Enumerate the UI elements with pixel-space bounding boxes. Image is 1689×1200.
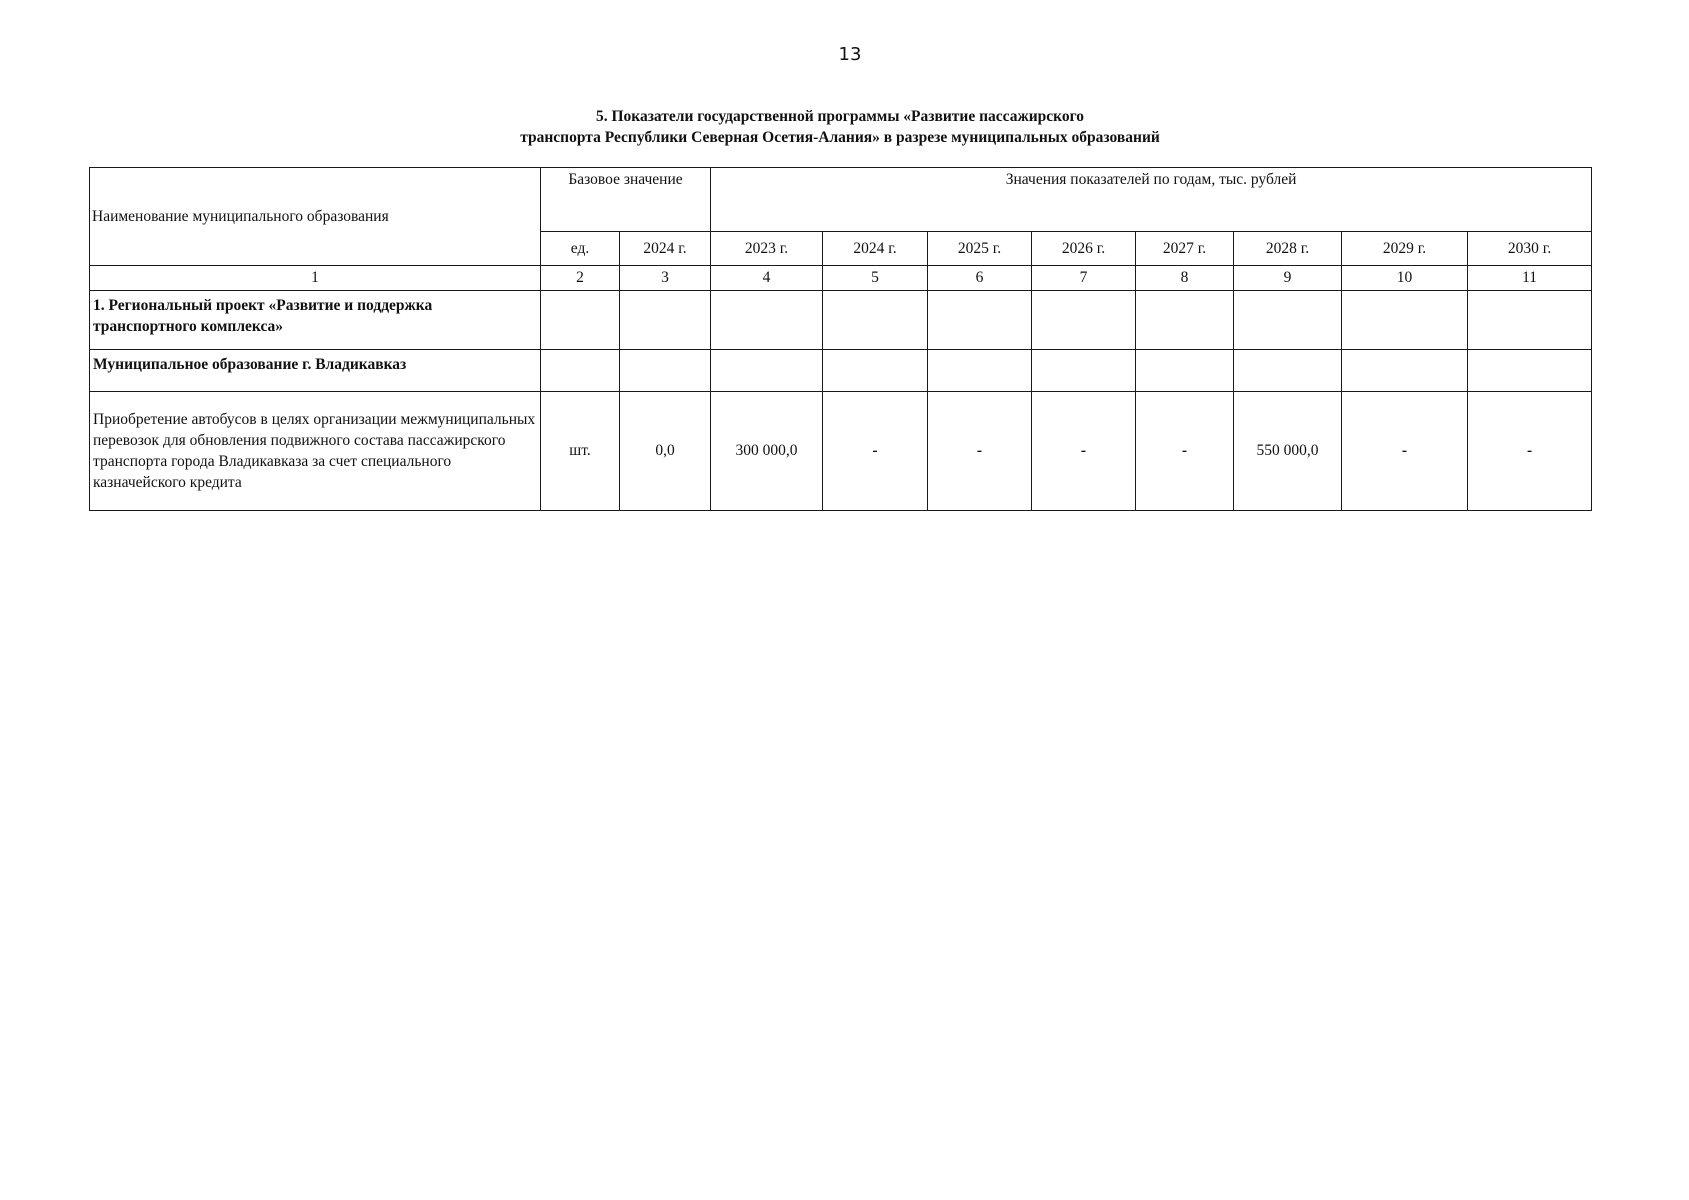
empty-cell	[1032, 350, 1136, 392]
column-number-cell: 3	[620, 266, 711, 291]
header-values-by-year-cell: Значения показателей по годам, тыс. рублей	[711, 168, 1592, 232]
indicators-table	[89, 167, 1592, 511]
value-cell-2027: -	[1136, 392, 1234, 511]
value-cell-2024: -	[823, 392, 928, 511]
column-number-cell: 1	[90, 266, 541, 291]
empty-cell	[1032, 291, 1136, 350]
value-cell-2029: -	[1342, 392, 1468, 511]
header-year-cell: 2026 г.	[1032, 232, 1136, 266]
header-base-value-cell: Базовое значение	[541, 168, 711, 232]
header-unit-cell: ед.	[541, 232, 620, 266]
column-number-cell: 11	[1468, 266, 1592, 291]
column-number-cell: 8	[1136, 266, 1234, 291]
column-number-cell: 6	[928, 266, 1032, 291]
empty-cell	[541, 291, 620, 350]
empty-cell	[620, 350, 711, 392]
value-cell-2028: 550 000,0	[1234, 392, 1342, 511]
empty-cell	[823, 291, 928, 350]
column-number-cell: 9	[1234, 266, 1342, 291]
empty-cell	[1468, 291, 1592, 350]
header-year-cell: 2024 г.	[823, 232, 928, 266]
base-value-cell: 0,0	[620, 392, 711, 511]
header-year-cell: 2027 г.	[1136, 232, 1234, 266]
header-row-top	[90, 168, 1592, 232]
column-number-cell: 2	[541, 266, 620, 291]
header-year-cell: 2023 г.	[711, 232, 823, 266]
empty-cell	[620, 291, 711, 350]
empty-cell	[823, 350, 928, 392]
table-row-regional-project	[90, 291, 1592, 350]
column-number-cell: 7	[1032, 266, 1136, 291]
section-title	[240, 106, 1440, 148]
empty-cell	[928, 350, 1032, 392]
header-year-cell: 2029 г.	[1342, 232, 1468, 266]
municipality-name-cell: Муниципальное образование г. Владикавказ	[90, 350, 541, 392]
empty-cell	[1342, 291, 1468, 350]
section-title-line-2: транспорта Республики Северная Осетия-Алания» в разрезе муниципальных образований	[520, 129, 1160, 146]
column-number-cell: 5	[823, 266, 928, 291]
header-name-cell: Наименование муниципального образования	[90, 168, 541, 266]
header-year-cell: 2025 г.	[928, 232, 1032, 266]
empty-cell	[541, 350, 620, 392]
table-row-bus-purchase	[90, 392, 1592, 511]
empty-cell	[1468, 350, 1592, 392]
empty-cell	[1342, 350, 1468, 392]
header-year-cell: 2028 г.	[1234, 232, 1342, 266]
header-base-year-cell: 2024 г.	[620, 232, 711, 266]
value-cell-2023: 300 000,0	[711, 392, 823, 511]
empty-cell	[711, 350, 823, 392]
header-year-cell: 2030 г.	[1468, 232, 1592, 266]
empty-cell	[1234, 350, 1342, 392]
empty-cell	[711, 291, 823, 350]
regional-project-name-cell: 1. Региональный проект «Развитие и поддержка транспортного комплекса»	[90, 291, 541, 350]
table-row-municipality	[90, 350, 1592, 392]
value-cell-2030: -	[1468, 392, 1592, 511]
empty-cell	[1234, 291, 1342, 350]
bus-purchase-name-cell: Приобретение автобусов в целях организации межмуниципальных перевозок для обновления подвижного состава пассажирского транспорта города Владикавказа за счет специального казначейского кредита	[90, 392, 541, 511]
value-cell-2026: -	[1032, 392, 1136, 511]
unit-cell: шт.	[541, 392, 620, 511]
value-cell-2025: -	[928, 392, 1032, 511]
column-numbers-row	[90, 266, 1592, 291]
section-title-line-1: 5. Показатели государственной программы «Развитие пассажирского	[595, 108, 1085, 125]
column-number-cell: 4	[711, 266, 823, 291]
empty-cell	[1136, 291, 1234, 350]
column-number-cell: 10	[1342, 266, 1468, 291]
empty-cell	[1136, 350, 1234, 392]
empty-cell	[928, 291, 1032, 350]
page-number: 13	[838, 44, 862, 65]
